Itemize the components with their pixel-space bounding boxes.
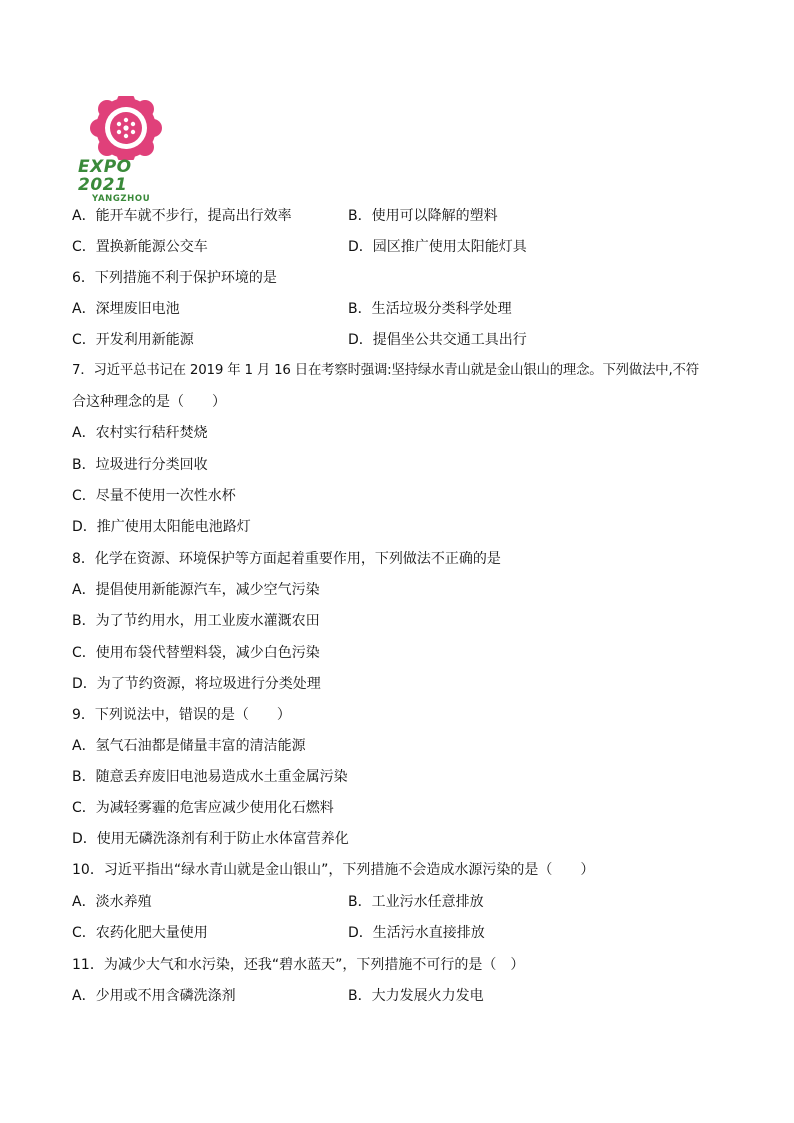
logo-expo-text: EXPO 2021 — [78, 157, 132, 195]
q7-option-d: D．推广使用太阳能电池路灯 — [72, 519, 251, 535]
q6-option-b: B．生活垃圾分类科学处理 — [348, 301, 512, 317]
q10-stem: 10．习近平指出“绿水青山就是金山银山”，下列措施不会造成水源污染的是（ ） — [72, 862, 595, 878]
q6-option-d: D．提倡坐公共交通工具出行 — [348, 332, 527, 348]
q10-option-b: B．工业污水任意排放 — [348, 894, 484, 910]
q5-option-c: C．置换新能源公交车 — [72, 239, 208, 255]
q8-option-d: D．为了节约资源，将垃圾进行分类处理 — [72, 676, 321, 692]
q10-option-a: A．淡水养殖 — [72, 894, 152, 910]
q10-option-d: D．生活污水直接排放 — [348, 925, 485, 941]
q9-option-d: D．使用无磷洗涤剂有利于防止水体富营养化 — [72, 831, 349, 847]
q7-option-a: A．农村实行秸秆焚烧 — [72, 425, 208, 441]
q9-stem: 9．下列说法中，错误的是（ ） — [72, 707, 291, 723]
q7-option-b: B．垃圾进行分类回收 — [72, 457, 208, 473]
q8-option-c: C．使用布袋代替塑料袋，减少白色污染 — [72, 645, 320, 661]
flower-emblem-icon — [78, 96, 178, 160]
q9-option-c: C．为减轻雾霾的危害应减少使用化石燃料 — [72, 800, 334, 816]
q5-option-b: B．使用可以降解的塑料 — [348, 208, 498, 224]
q11-stem: 11．为减少大气和水污染，还我“碧水蓝天”，下列措施不可行的是（ ） — [72, 957, 525, 973]
q5-option-a: A．能开车就不步行，提高出行效率 — [72, 208, 292, 224]
q6-option-c: C．开发利用新能源 — [72, 332, 194, 348]
q7-stem-line2: 合这种理念的是（ ） — [72, 394, 226, 410]
q9-option-a: A．氢气石油都是储量丰富的清洁能源 — [72, 738, 306, 754]
q6-stem: 6．下列措施不利于保护环境的是 — [72, 270, 277, 286]
q8-option-b: B．为了节约用水，用工业废水灌溉农田 — [72, 613, 320, 629]
q8-stem: 8．化学在资源、环境保护等方面起着重要作用，下列做法不正确的是 — [72, 551, 501, 567]
q11-option-a: A．少用或不用含磷洗涤剂 — [72, 988, 236, 1004]
q7-option-c: C．尽量不使用一次性水杯 — [72, 488, 236, 504]
logo-city-text: YANGZHOU — [92, 194, 151, 204]
q10-option-c: C．农药化肥大量使用 — [72, 925, 208, 941]
q9-option-b: B．随意丢弃废旧电池易造成水土重金属污染 — [72, 769, 348, 785]
q8-option-a: A．提倡使用新能源汽车，减少空气污染 — [72, 582, 320, 598]
q6-option-a: A．深埋废旧电池 — [72, 301, 180, 317]
expo-2021-logo — [78, 96, 178, 204]
q11-option-b: B．大力发展火力发电 — [348, 988, 484, 1004]
q5-option-d: D．园区推广使用太阳能灯具 — [348, 239, 527, 255]
q7-stem-line1: 7．习近平总书记在 2019 年 1 月 16 日在考察时强调:坚持绿水青山就是金山银山的理念。下列做法中,不符 — [72, 363, 699, 378]
